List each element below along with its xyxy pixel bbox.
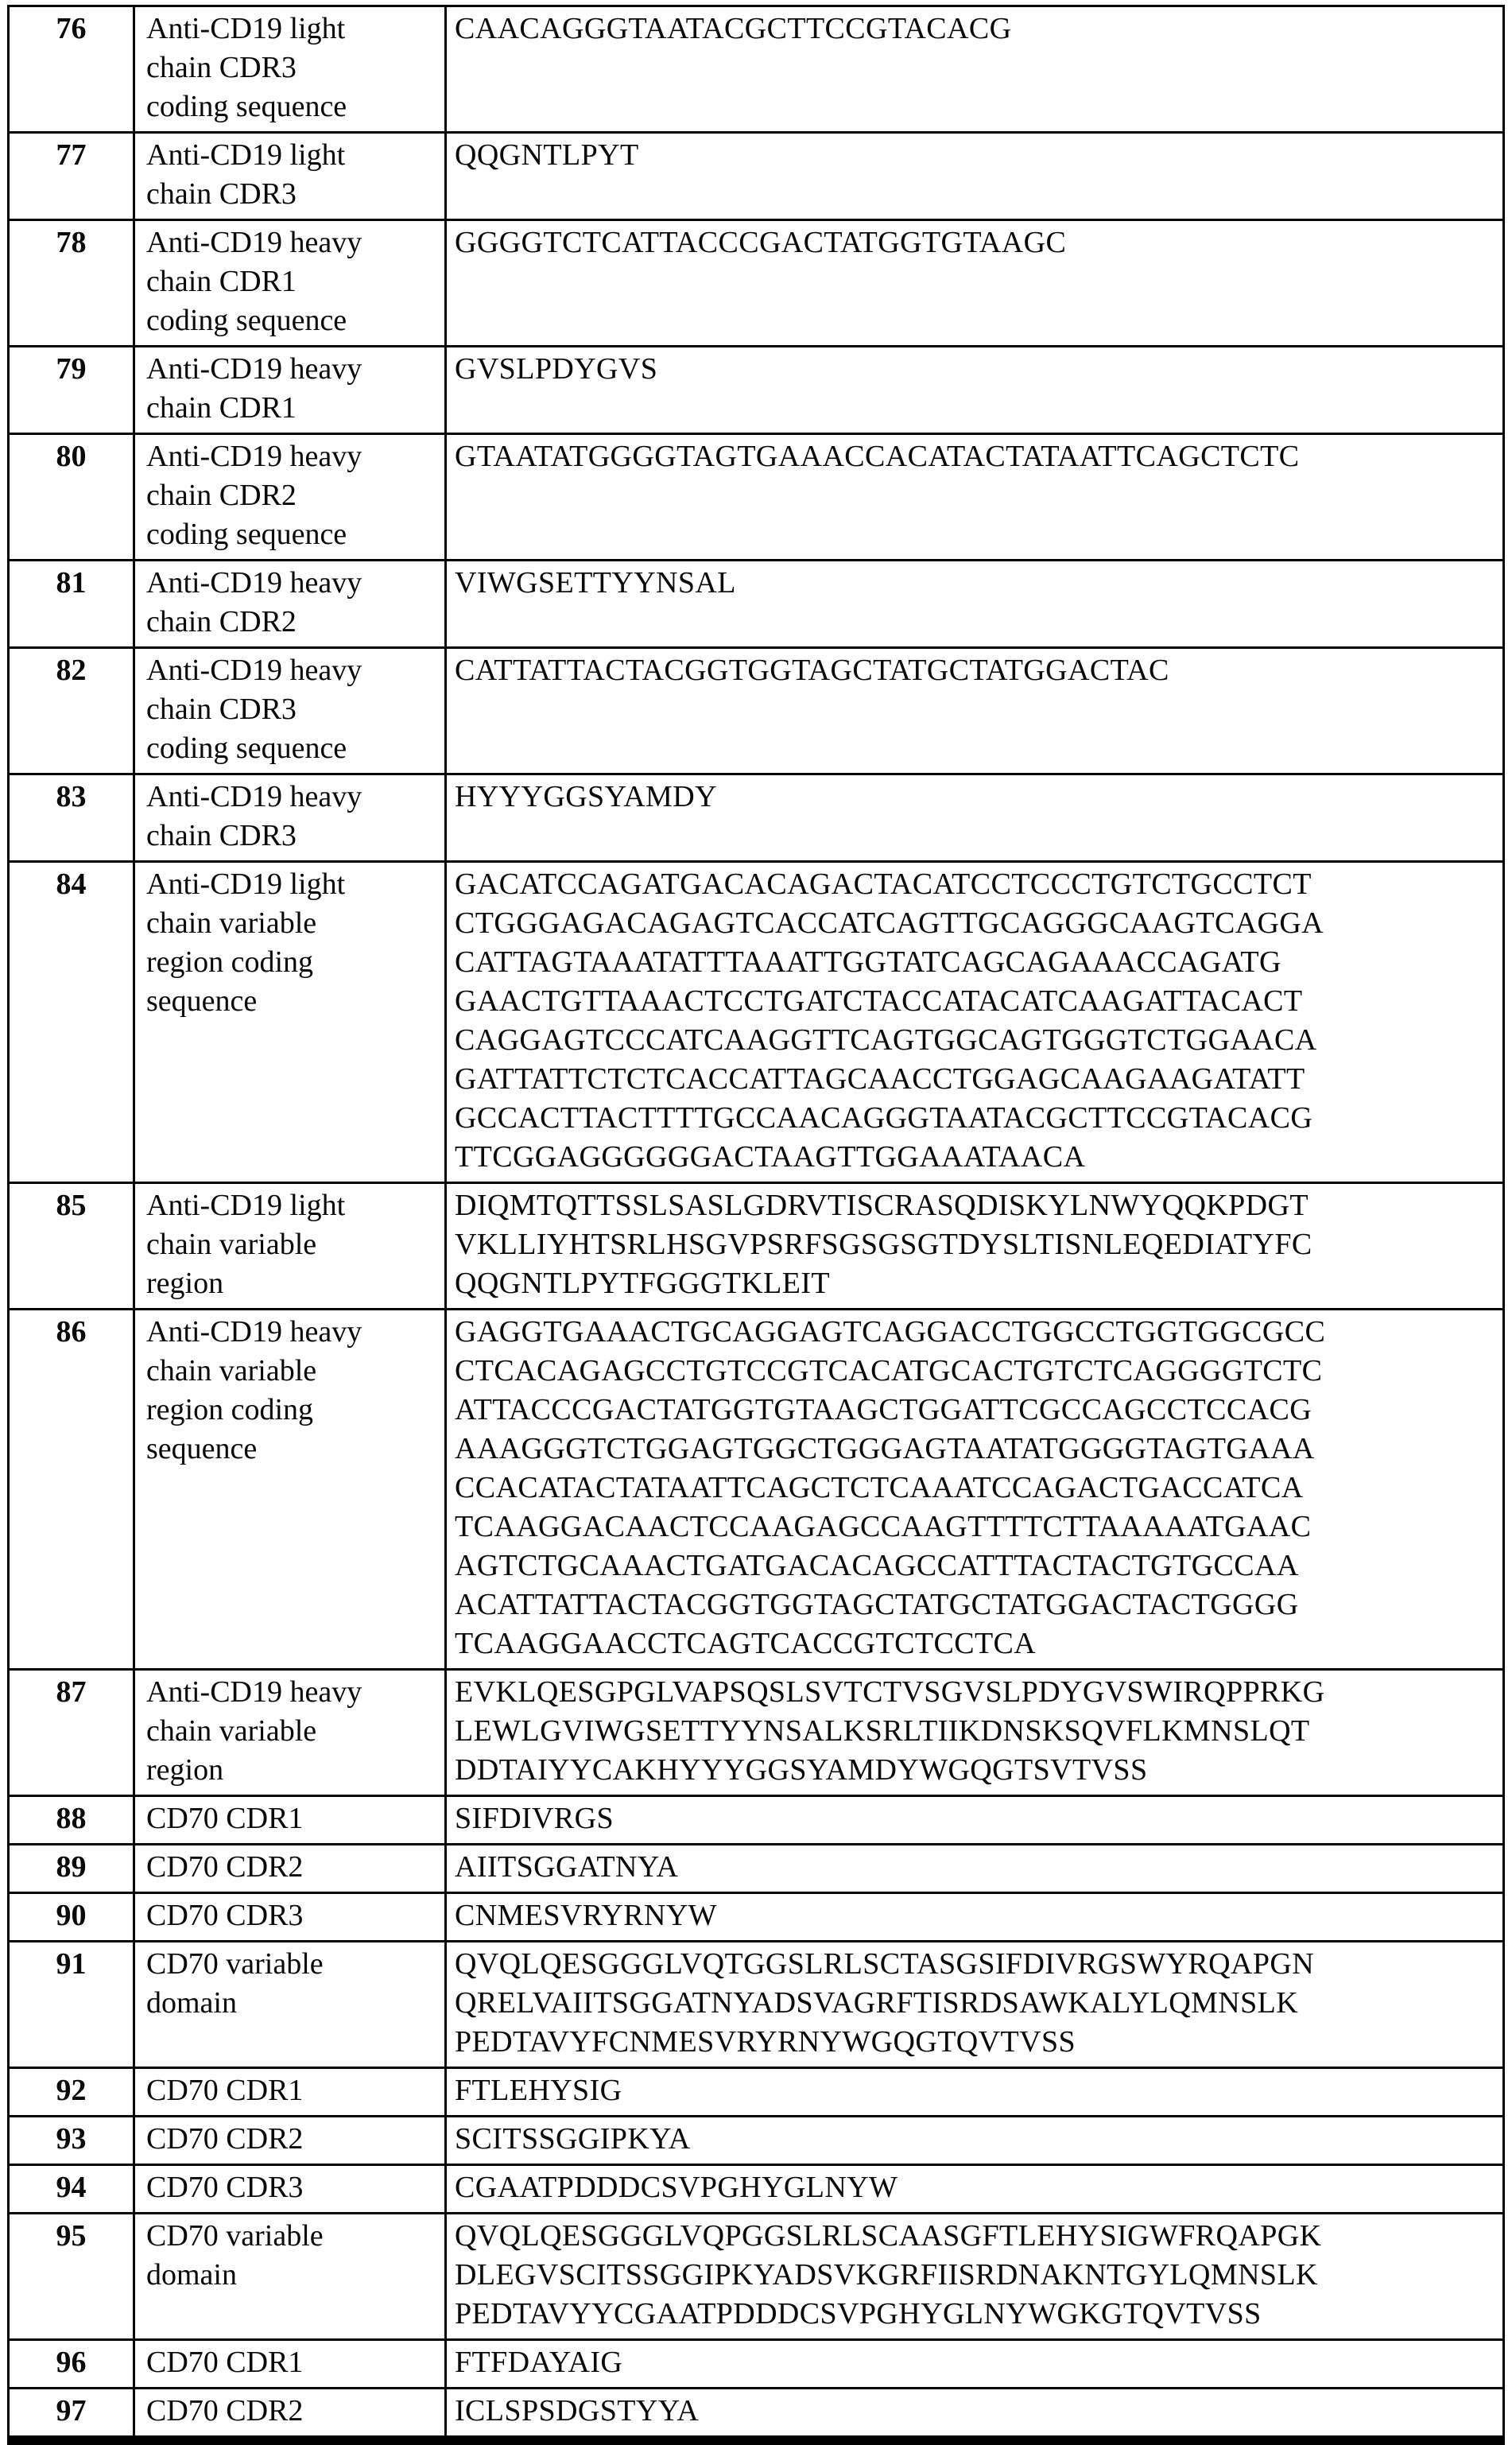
- sequence-cell: HYYYGGSYAMDY: [446, 774, 1504, 862]
- table-row: [9, 2214, 1504, 2340]
- sequence-table-body: [9, 6, 1504, 2441]
- sequence-cell: AIITSGGATNYA: [446, 1845, 1504, 1893]
- sequence-cell: ICLSPSDGSTYYA: [446, 2389, 1504, 2441]
- table-row: [9, 862, 1504, 1183]
- seq-id-cell: 83: [9, 774, 134, 862]
- sequence-cell: CGAATPDDDCSVPGHYGLNYW: [446, 2165, 1504, 2214]
- table-row: [9, 2165, 1504, 2214]
- seq-id-cell: 92: [9, 2068, 134, 2117]
- table-row: [9, 2389, 1504, 2441]
- seq-id-cell: 85: [9, 1183, 134, 1310]
- description-cell: Anti-CD19 heavy chain CDR1 coding sequence: [134, 220, 446, 347]
- description-cell: CD70 CDR1: [134, 1796, 446, 1845]
- seq-id-cell: 94: [9, 2165, 134, 2214]
- description-cell: CD70 CDR2: [134, 2117, 446, 2165]
- table-row: [9, 774, 1504, 862]
- sequence-cell: QQGNTLPYT: [446, 133, 1504, 220]
- description-cell: CD70 variable domain: [134, 2214, 446, 2340]
- sequence-cell: GAGGTGAAACTGCAGGAGTCAGGACCTGGCCTGGTGGCGCC CTCACAGAGCCTGTCCGTCACATGCACTGTCTCAGGGGTCTC ATTACCCGACTATGGTGTAAGCTGGATTCGCCAGCCTCCACG AAAGGGTCTGGAGTGGCTGGGAGTAATATGGGGTAGTGAAA CCACATACTATAATTCAGCTCTCAAATCCAGACTGACCATCA TCAAGGACAACTCCAAGAGCCAAGTTTTCTTAAAAATGAAC AGTCTGCAAACTGATGACACAGCCATTTACTACTGTGCCAA ACATTATTACTACGGTGGTAGCTATGCTATGGACTACTGGGG TCAAGGAACCTCAGTCACCGTCTCCTCA: [446, 1310, 1504, 1670]
- sequence-cell: FTFDAYAIG: [446, 2340, 1504, 2389]
- sequence-cell: CNMESVRYRNYW: [446, 1893, 1504, 1942]
- seq-id-cell: 84: [9, 862, 134, 1183]
- seq-id-cell: 79: [9, 347, 134, 434]
- seq-id-cell: 93: [9, 2117, 134, 2165]
- table-row: [9, 1670, 1504, 1796]
- description-cell: Anti-CD19 heavy chain CDR2: [134, 561, 446, 648]
- description-cell: Anti-CD19 heavy chain CDR1: [134, 347, 446, 434]
- description-cell: CD70 CDR3: [134, 2165, 446, 2214]
- table-row: [9, 2340, 1504, 2389]
- table-row: [9, 561, 1504, 648]
- sequence-listing-table: [7, 5, 1505, 2445]
- table-row: [9, 6, 1504, 133]
- description-cell: Anti-CD19 light chain CDR3: [134, 133, 446, 220]
- description-cell: CD70 CDR2: [134, 2389, 446, 2441]
- table-row: [9, 347, 1504, 434]
- description-cell: CD70 CDR1: [134, 2068, 446, 2117]
- description-cell: CD70 CDR1: [134, 2340, 446, 2389]
- seq-id-cell: 95: [9, 2214, 134, 2340]
- sequence-cell: GTAATATGGGGTAGTGAAACCACATACTATAATTCAGCTCTC: [446, 434, 1504, 561]
- description-cell: Anti-CD19 heavy chain CDR3 coding sequence: [134, 648, 446, 774]
- seq-id-cell: 80: [9, 434, 134, 561]
- seq-id-cell: 82: [9, 648, 134, 774]
- table-row: [9, 220, 1504, 347]
- sequence-cell: GVSLPDYGVS: [446, 347, 1504, 434]
- seq-id-cell: 77: [9, 133, 134, 220]
- table-row: [9, 2117, 1504, 2165]
- table-row: [9, 1796, 1504, 1845]
- sequence-cell: VIWGSETTYYNSAL: [446, 561, 1504, 648]
- description-cell: Anti-CD19 light chain variable region: [134, 1183, 446, 1310]
- sequence-cell: FTLEHYSIG: [446, 2068, 1504, 2117]
- sequence-cell: GACATCCAGATGACACAGACTACATCCTCCCTGTCTGCCTCT CTGGGAGACAGAGTCACCATCAGTTGCAGGGCAAGTCAGGA CATTAGTAAATATTTAAATTGGTATCAGCAGAAACCAGATG GAACTGTTAAACTCCTGATCTACCATACATCAAGATTACACT CAGGAGTCCCATCAAGGTTCAGTGGCAGTGGGTCTGGAACA GATTATTCTCTCACCATTAGCAACCTGGAGCAAGAAGATATT GCCACTTACTTTTGCCAACAGGGTAATACGCTTCCGTACACG TTCGGAGGGGGGACTAAGTTGGAAATAACA: [446, 862, 1504, 1183]
- seq-id-cell: 76: [9, 6, 134, 133]
- seq-id-cell: 90: [9, 1893, 134, 1942]
- seq-id-cell: 86: [9, 1310, 134, 1670]
- table-row: [9, 1942, 1504, 2068]
- seq-id-cell: 87: [9, 1670, 134, 1796]
- sequence-cell: SCITSSGGIPKYA: [446, 2117, 1504, 2165]
- seq-id-cell: 97: [9, 2389, 134, 2441]
- table-row: [9, 133, 1504, 220]
- table-row: [9, 1845, 1504, 1893]
- sequence-cell: GGGGTCTCATTACCCGACTATGGTGTAAGC: [446, 220, 1504, 347]
- seq-id-cell: 91: [9, 1942, 134, 2068]
- table-row: [9, 434, 1504, 561]
- description-cell: Anti-CD19 heavy chain variable region coding sequence: [134, 1310, 446, 1670]
- description-cell: Anti-CD19 heavy chain CDR3: [134, 774, 446, 862]
- table-row: [9, 1893, 1504, 1942]
- seq-id-cell: 78: [9, 220, 134, 347]
- table-row: [9, 1183, 1504, 1310]
- sequence-cell: QVQLQESGGGLVQPGGSLRLSCAASGFTLEHYSIGWFRQAPGK DLEGVSCITSSGGIPKYADSVKGRFIISRDNAKNTGYLQMNSLK PEDTAVYYCGAATPDDDCSVPGHYGLNYWGKGTQVTVSS: [446, 2214, 1504, 2340]
- description-cell: CD70 CDR3: [134, 1893, 446, 1942]
- description-cell: Anti-CD19 light chain CDR3 coding sequence: [134, 6, 446, 133]
- description-cell: Anti-CD19 heavy chain CDR2 coding sequence: [134, 434, 446, 561]
- sequence-cell: DIQMTQTTSSLSASLGDRVTISCRASQDISKYLNWYQQKPDGT VKLLIYHTSRLHSGVPSRFSGSGSGTDYSLTISNLEQEDIATYFC QQGNTLPYTFGGGTKLEIT: [446, 1183, 1504, 1310]
- sequence-cell: SIFDIVRGS: [446, 1796, 1504, 1845]
- description-cell: CD70 CDR2: [134, 1845, 446, 1893]
- description-cell: CD70 variable domain: [134, 1942, 446, 2068]
- seq-id-cell: 81: [9, 561, 134, 648]
- sequence-cell: QVQLQESGGGLVQTGGSLRLSCTASGSIFDIVRGSWYRQAPGN QRELVAIITSGGATNYADSVAGRFTISRDSAWKALYLQMNSLK PEDTAVYFCNMESVRYRNYWGQGTQVTVSS: [446, 1942, 1504, 2068]
- sequence-cell: CAACAGGGTAATACGCTTCCGTACACG: [446, 6, 1504, 133]
- sequence-cell: CATTATTACTACGGTGGTAGCTATGCTATGGACTAC: [446, 648, 1504, 774]
- seq-id-cell: 96: [9, 2340, 134, 2389]
- table-row: [9, 648, 1504, 774]
- description-cell: Anti-CD19 heavy chain variable region: [134, 1670, 446, 1796]
- description-cell: Anti-CD19 light chain variable region coding sequence: [134, 862, 446, 1183]
- seq-id-cell: 89: [9, 1845, 134, 1893]
- table-row: [9, 1310, 1504, 1670]
- sequence-cell: EVKLQESGPGLVAPSQSLSVTCTVSGVSLPDYGVSWIRQPPRKG LEWLGVIWGSETTYYNSALKSRLTIIKDNSKSQVFLKMNSLQT DDTAIYYCAKHYYYGGSYAMDYWGQGTSVTVSS: [446, 1670, 1504, 1796]
- seq-id-cell: 88: [9, 1796, 134, 1845]
- table-row: [9, 2068, 1504, 2117]
